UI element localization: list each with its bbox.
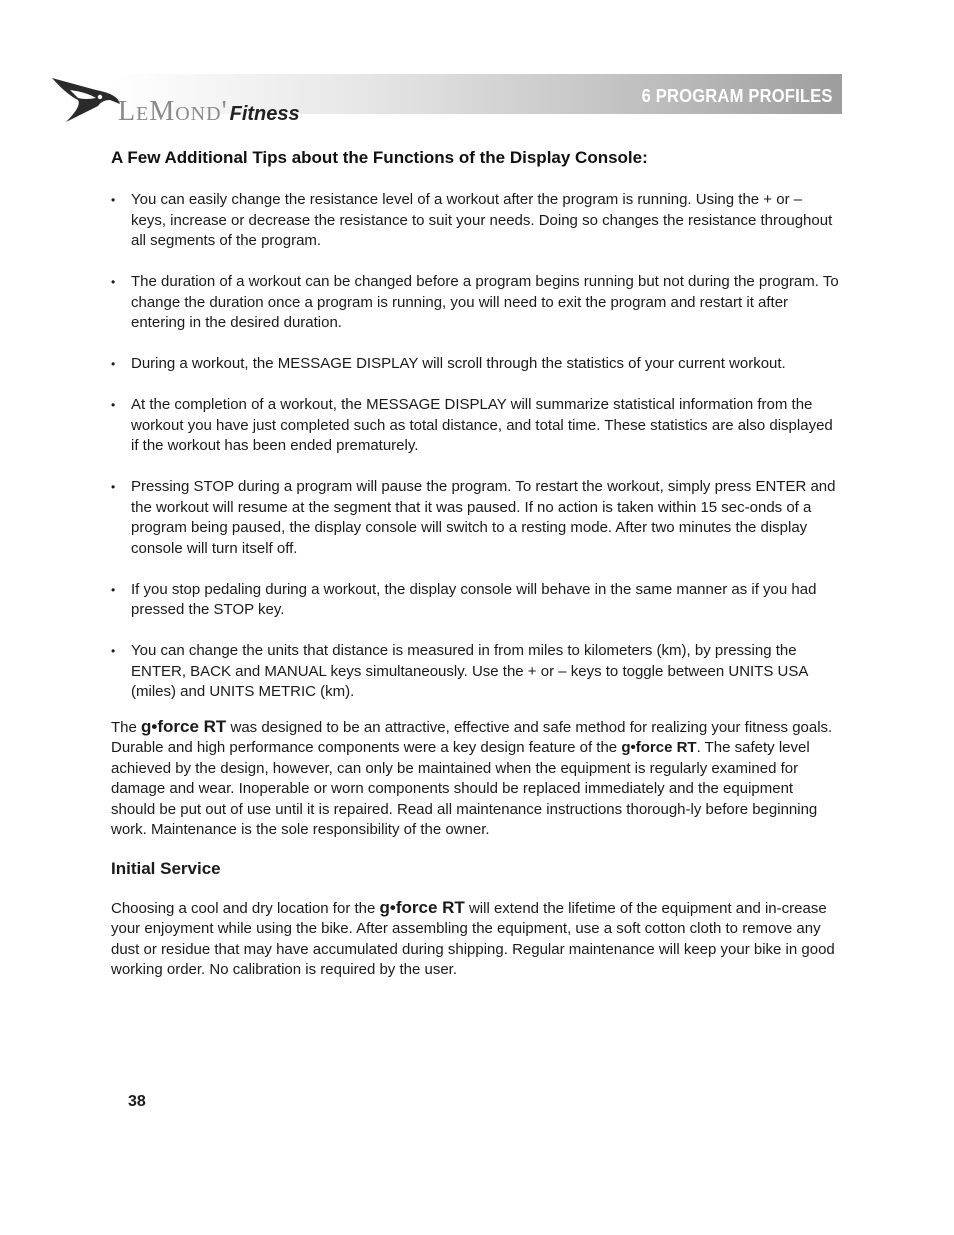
logo-wordmark	[118, 96, 300, 128]
initial-service-heading: Initial Service	[111, 858, 221, 878]
tip-item: • The duration of a workout can be changed before a program begins running but not during the program. To change the duration once a program is running, you will need to exit the program and restart it after entering in the desired duration.	[111, 272, 841, 334]
page-heading: A Few Additional Tips about the Functions of the Display Console:	[111, 148, 648, 167]
page-content	[111, 148, 841, 981]
para2-pre: Choosing a cool and dry location for the	[111, 899, 380, 917]
maintenance-paragraph	[111, 717, 841, 841]
logo-letter-m: M	[149, 96, 176, 127]
para1-pre: The	[111, 718, 142, 736]
page-number: 38	[128, 1093, 146, 1110]
logo-letter-e: E	[136, 103, 150, 125]
initial-service-paragraph	[111, 898, 841, 981]
tip-item: • You can change the units that distance is measured in from miles to kilometers (km), by pressing the ENTER, BACK and MANUAL keys simultaneously. Use the + or – keys to toggle between UNITS USA (miles) and UNITS METRIC (km).	[111, 641, 841, 703]
tip-item: • Pressing STOP during a program will pause the program. To restart the workout, simply press ENTER and the workout will resume at the segment that it was paused. If no action is taken within 15 sec-onds of a program being paused, the display console will switch to a resting mode. After two minutes the display console will turn itself off.	[111, 477, 841, 559]
section-title: 6 PROGRAM PROFILES	[641, 86, 833, 106]
tip-item: • During a workout, the MESSAGE DISPLAY will scroll through the statistics of your current workout.	[111, 354, 841, 375]
logo-trademark-mark: '	[221, 96, 228, 127]
product-name: g•force RT	[141, 716, 227, 736]
eagle-head-icon	[52, 76, 122, 124]
para2-post: will extend the lifetime of the equipment and in-crease your enjoyment while using the bike. After assembling the equipment, use a soft cotton cloth to remove any dust or residue that may have accumulated during shipping. Regular maintenance will keep your bike in good working order. No calibration is required by the user.	[111, 899, 835, 978]
logo-brand	[118, 96, 222, 127]
tip-item: • You can easily change the resistance level of a workout after the program is running. Using the + or – keys, increase or decrease the resistance to suit your needs. Doing so changes the resistance throughout all segments of the program.	[111, 190, 841, 252]
product-name: g•force RT	[379, 897, 465, 917]
product-name: g•force RT	[621, 739, 697, 756]
tips-list	[111, 190, 841, 703]
tip-item: • If you stop pedaling during a workout, the display console will behave in the same manner as if you had pressed the STOP key.	[111, 580, 841, 621]
para1-mid: was designed to be an attractive, effective and safe method for realizing your fitness goals. Durable and high performance components were a key design feature of the	[111, 718, 833, 756]
logo-fitness: Fitness	[229, 103, 300, 125]
para1-post: . The safety level achieved by the design, however, can only be maintained when the equipment is regularly examined for damage and wear. Inoperable or worn components should be replaced immediately and the equipment should be put out of use until it is repaired. Read all maintenance instructions thorough-ly before beginning work. Maintenance is the sole responsibility of the owner.	[111, 739, 818, 838]
lemond-fitness-logo	[52, 76, 412, 127]
tip-item: • At the completion of a workout, the MESSAGE DISPLAY will summarize statistical information from the workout you have just completed such as total distance, and total time. These statistics are also displayed if the workout has been ended prematurely.	[111, 395, 841, 457]
logo-letter-l: L	[118, 96, 137, 127]
logo-letters-ond: OND	[175, 103, 222, 125]
